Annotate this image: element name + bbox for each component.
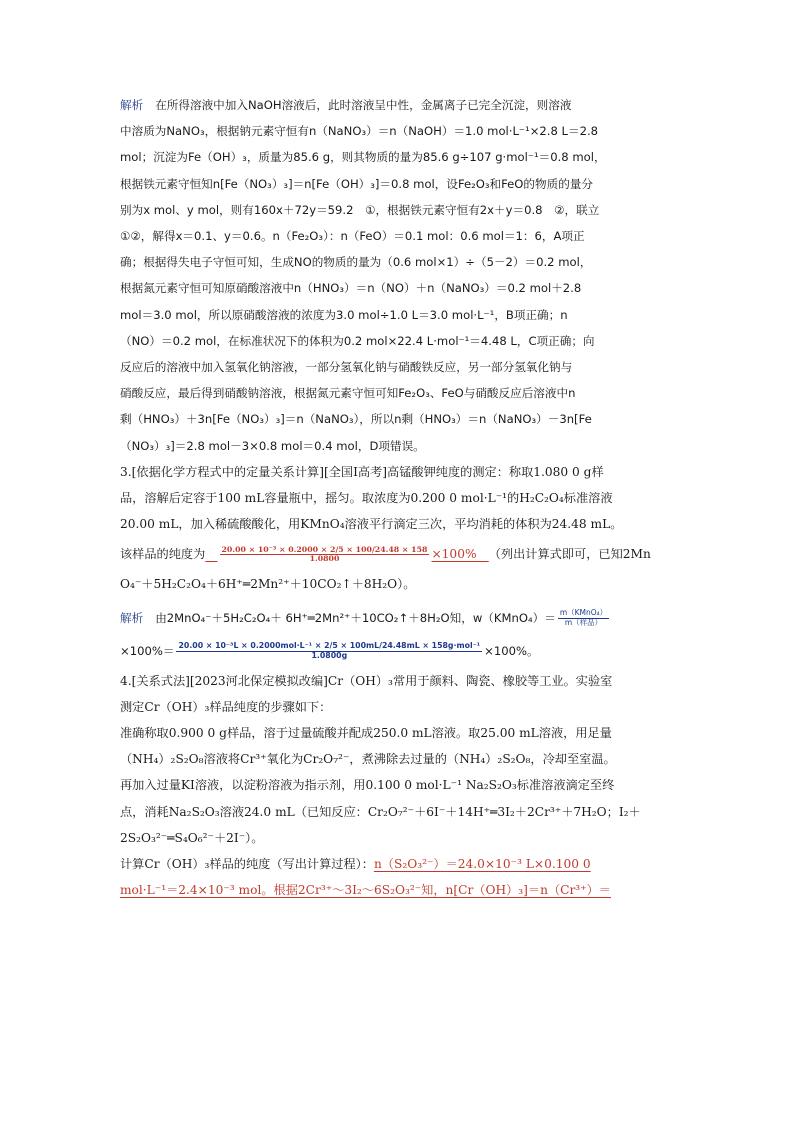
analysis-block-1 [120,92,676,459]
question-line: 2S₂O₃²⁻═S₄O₆²⁻＋2I⁻）。 [120,830,264,845]
question-line: 再加入过量KI溶液，以淀粉溶液为指示剂，用0.100 0 mol·L⁻¹ Na₂S₂O₃标准溶液滴定至终 [120,778,615,793]
analysis-block-2 [120,602,676,668]
analysis-line: （NO）＝0.2 mol，在标准状况下的体积为0.2 mol×22.4 L·mol⁻¹＝4.48 L，C项正确；向 [120,333,595,348]
answer-text: n（S₂O₃²⁻）＝24.0×10⁻³ L×0.100 0 [373,857,591,872]
answer-text: mol·L⁻¹＝2.4×10⁻³ mol。根据2Cr³⁺～3I₂～6S₂O₃²⁻知，n[Cr（OH）₃]＝n（Cr³⁺）＝ [120,883,611,898]
analysis-line: ①②，解得x＝0.1、y＝0.6。n（Fe₂O₃）：n（FeO）＝0.1 mol：0.6 mol＝1：6，A项正 [120,229,585,244]
question-line: 该样品的纯度为 $\frac{\text{20.00 × 10⁻³ × 0.2000 × 2/5 × 100/24.48 × 158}}{1.0800}$ ×100% （列出计算式即可，已知2Mn [120,544,651,564]
question-line: 4.[关系式法][2023河北保定模拟改编]Cr（OH）₃常用于颜料、陶瓷、橡胶等工业。实验室 [120,673,613,688]
analysis-line: 反应后的溶液中加入氢氧化钠溶液，一部分氢氧化钠与硝酸铁反应，另一部分氢氧化钠与 [120,360,573,375]
question-line [120,877,676,903]
analysis-line: mol；沉淀为Fe（OH）₃，质量为85.6 g，则其物质的量为85.6 g÷107 g·mol⁻¹＝0.8 mol， [120,150,606,165]
analysis-line: 硝酸反应，最后得到硝酸钠溶液，根据氮元素守恒可知Fe₂O₃、FeO与硝酸反应后溶液中n [120,386,576,401]
analysis-line: 根据铁元素守恒知n[Fe（NO₃）₃]＝n[Fe（OH）₃]＝0.8 mol，设Fe₂O₃和FeO的物质的量分 [120,176,593,191]
analysis-line: 剩（HNO₃）＋3n[Fe（NO₃）₃]＝n（NaNO₃），所以n剩（HNO₃）＝n（NaNO₃）－3n[Fe [120,412,592,427]
document-page [120,92,676,903]
question-line: 3.[依据化学方程式中的定量关系计算][全国Ⅰ高考]高锰酸钾纯度的测定：称取1.080 0 g样 [120,464,604,479]
analysis-line: 解析 由2MnO₄⁻＋5H₂C₂O₄＋ 6H⁺═2Mn²⁺＋10CO₂↑＋8H₂O知，w（KMnO₄）＝ $\frac{\text{m（KMnO₄）}}{\text{m（样品）}}$ [120,608,608,627]
question-line: 品，溶解后定容于100 mL容量瓶中，摇匀。取浓度为0.200 0 mol·L⁻¹的H₂C₂O₄标准溶液 [120,491,613,506]
analysis-line: mol＝3.0 mol，所以原硝酸溶液的浓度为3.0 mol÷1.0 L＝3.0 mol·L⁻¹，B项正确；n [120,307,568,322]
analysis-label: 解析 [120,98,144,112]
question-line: 点，消耗Na₂S₂O₃溶液24.0 mL（已知反应：Cr₂O₇²⁻＋6I⁻＋14H⁺═3I₂＋2Cr³⁺＋7H₂O；I₂＋ [120,804,641,819]
question-3 [120,459,676,598]
calc-fraction: 20.00 × 10⁻³L × 0.2000mol·L⁻¹ × 2/5 × 100mL/24.48mL × 158g·mol⁻¹ 1.0800g [178,641,481,660]
analysis-line: 解析 在所得溶液中加入NaOH溶液后，此时溶液呈中性，金属离子已完全沉淀，则溶液 [120,98,572,112]
question-line: 20.00 mL，加入稀硫酸酸化，用KMnO₄溶液平行滴定三次，平均消耗的体积为24.48 mL。 [120,517,623,532]
question-line: O₄⁻＋5H₂C₂O₄＋6H⁺═2Mn²⁺＋10CO₂↑＋8H₂O）。 [120,577,416,592]
answer-fraction: $\frac{\text{20.00 × 10⁻³ × 0.2000 × 2/5 × 100/24.48 × 158}}{1.0800}$ [221,544,428,564]
answer-blank: $\frac{\text{20.00 × 10⁻³ × 0.2000 × 2/5 × 100/24.48 × 158}}{1.0800}$ ×100% [221,544,477,564]
question-line: （NH₄）₂S₂O₈溶液将Cr³⁺氧化为Cr₂O₇²⁻，煮沸除去过量的（NH₄）₂S₂O₈，冷却至室温。 [120,752,616,767]
analysis-line: （NO₃）₃]＝2.8 mol－3×0.8 mol＝0.4 mol，D项错误。 [120,438,425,453]
question-line: 测定Cr（OH）₃样品纯度的步骤如下： [120,699,332,714]
question-line: 计算Cr（OH）₃样品的纯度（写出计算过程）：n（S₂O₃²⁻）＝24.0×10⁻³ L×0.100 0 [120,857,591,872]
question-line: 准确称取0.900 0 g样品，溶于过量硫酸并配成250.0 mL溶液。取25.00 mL溶液，用足量 [120,726,612,741]
analysis-label: 解析 [120,610,144,625]
analysis-line: 确；根据得失电子守恒可知，生成NO的物质的量为（0.6 mol×1）÷（5－2）＝0.2 mol， [120,255,592,270]
analysis-line: 中溶质为NaNO₃，根据钠元素守恒有n（NaNO₃）＝n（NaOH）＝1.0 mol·L⁻¹×2.8 L＝2.8 [120,124,599,139]
w-fraction: $\frac{\text{m（KMnO₄）}}{\text{m（样品）}}$ [559,608,608,627]
question-4 [120,668,676,904]
analysis-line: 别为x mol、y mol，则有160x＋72y＝59.2 ①，根据铁元素守恒有2x＋y＝0.8 ②，联立 [120,202,600,217]
analysis-line: 根据氮元素守恒可知原硝酸溶液中n（HNO₃）＝n（NO）＋n（NaNO₃）＝0.2 mol＋2.8 [120,281,582,296]
analysis-line: ×100%＝ 20.00 × 10⁻³L × 0.2000mol·L⁻¹ × 2/5 × 100mL/24.48mL × 158g·mol⁻¹ 1.0800g ×100%。 [120,641,539,660]
